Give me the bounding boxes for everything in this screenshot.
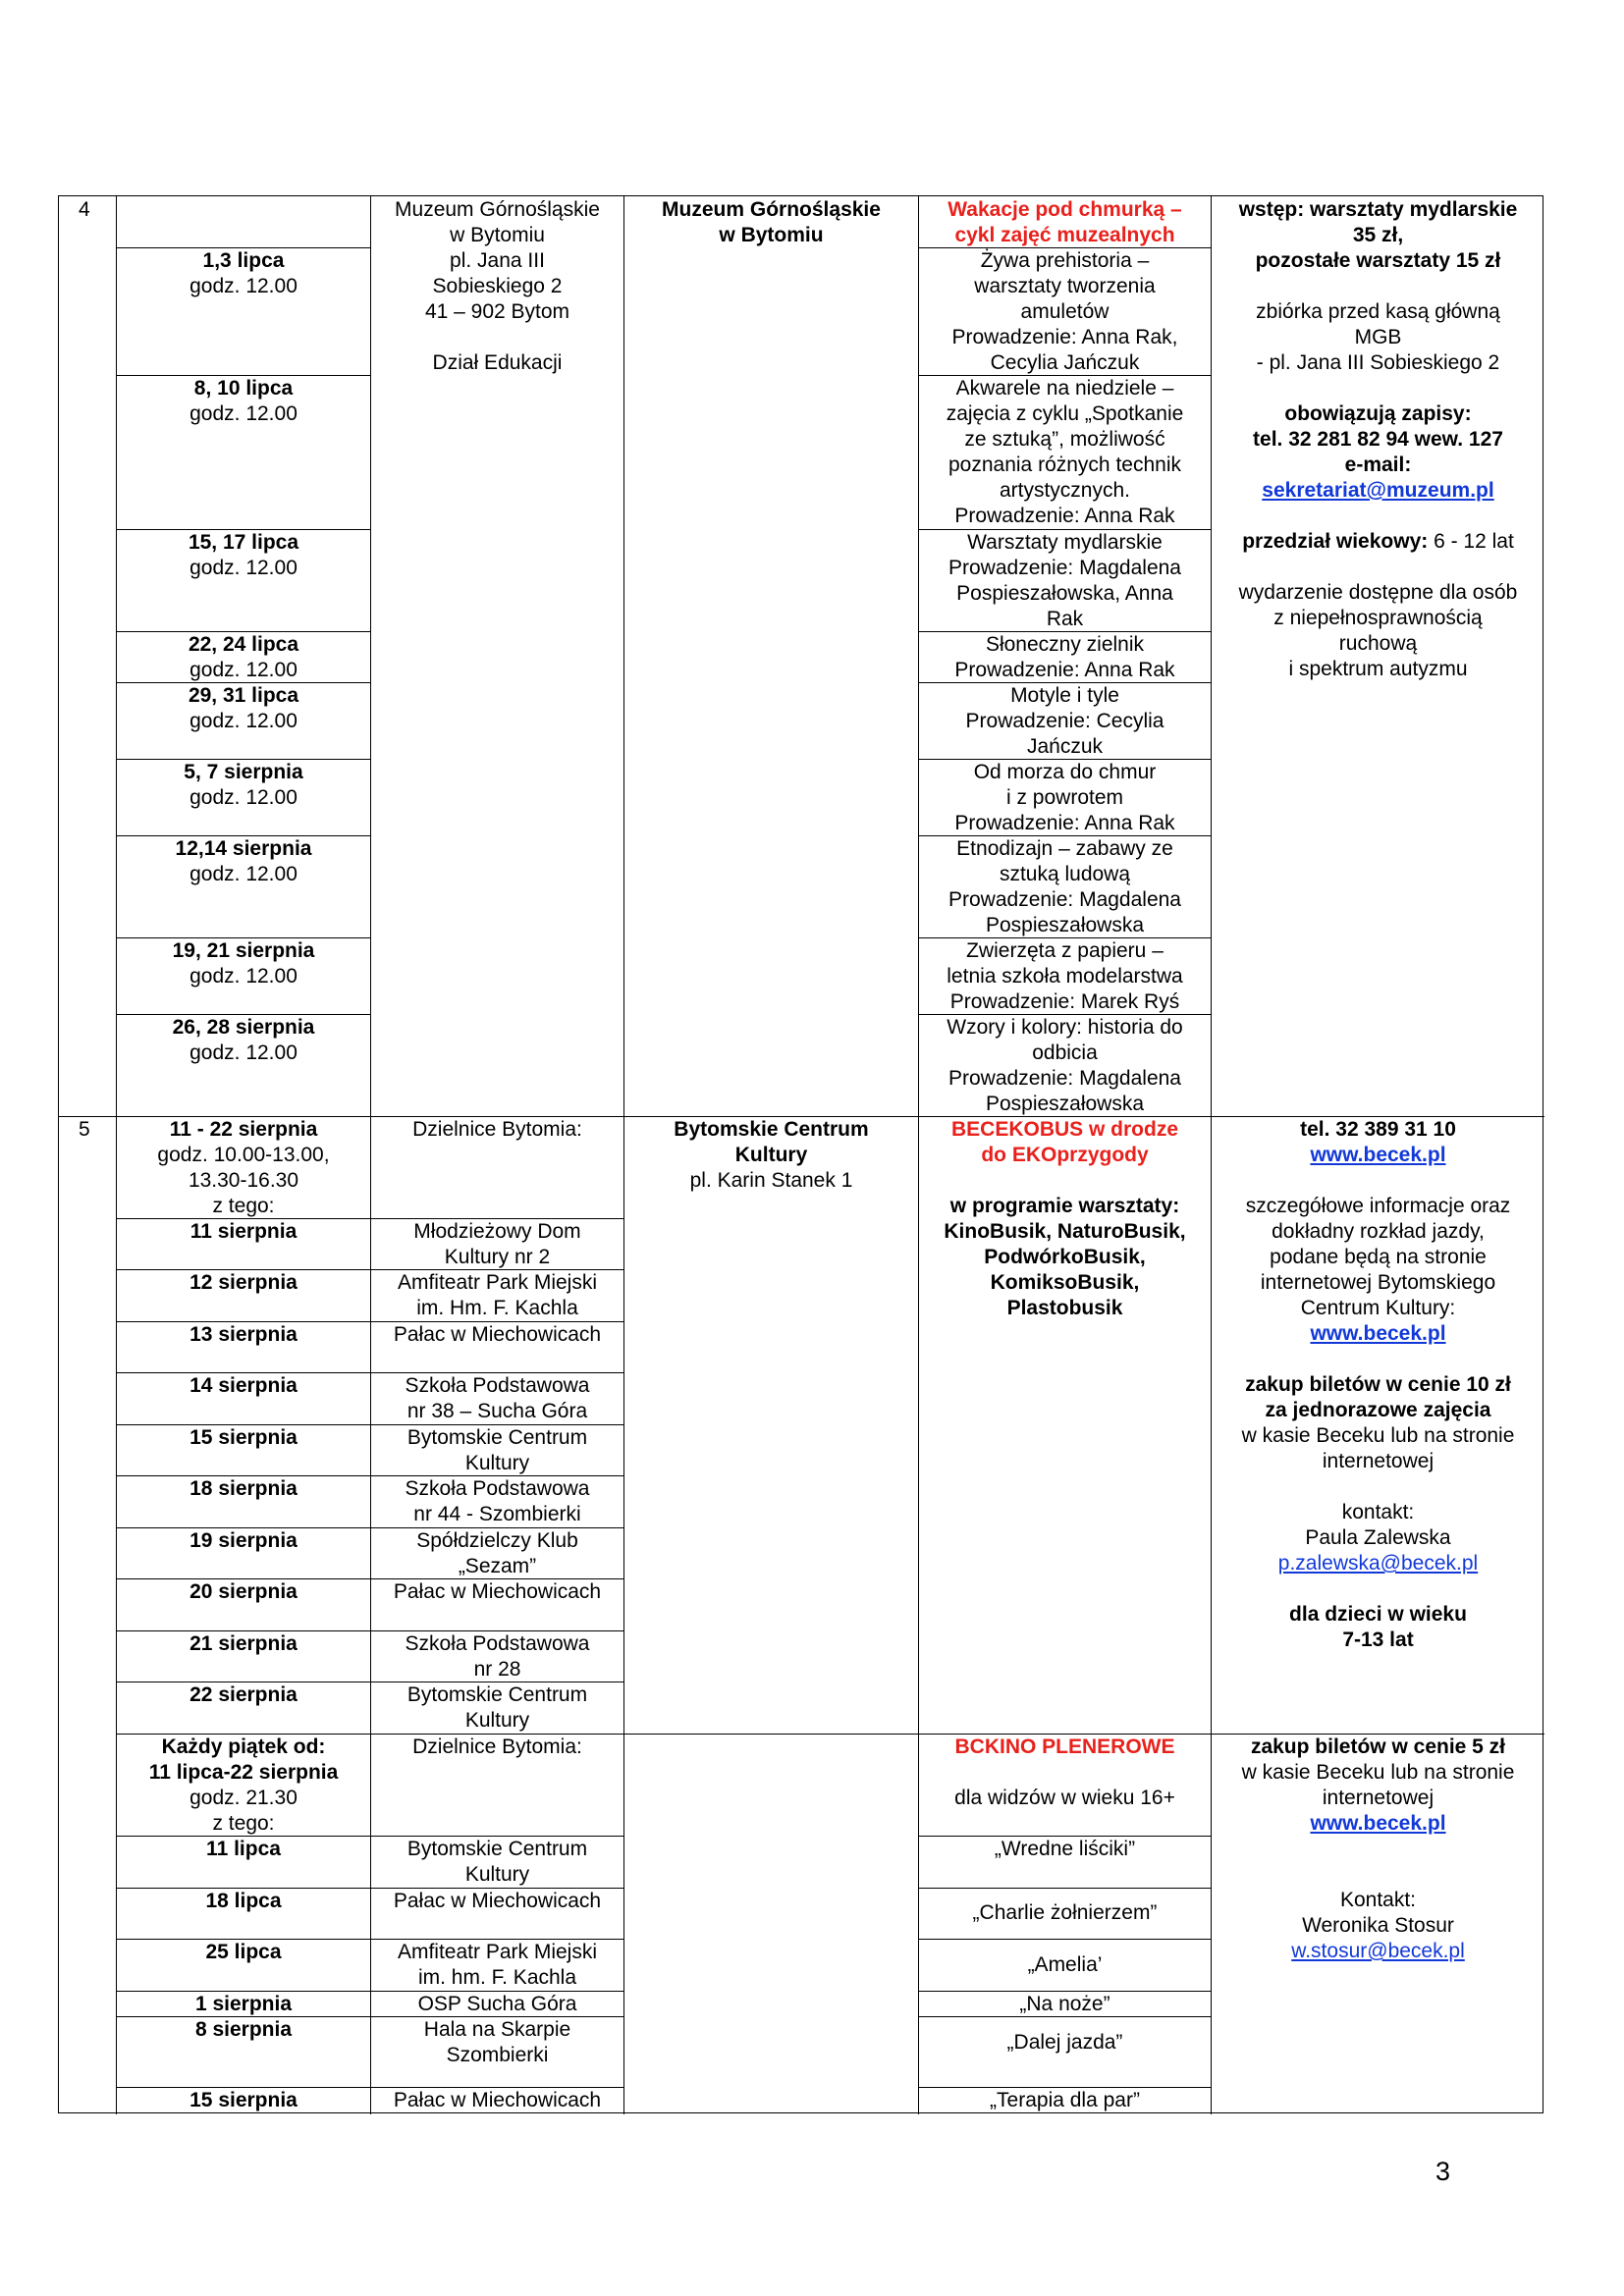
email-link[interactable]: w.stosur@becek.pl xyxy=(1291,1940,1465,1962)
date-cell: 21 sierpnia xyxy=(189,1632,298,1655)
workshop-description: Etnodizajn – zabawy ze sztuką ludową Prowadzenie: Magdalena Pospieszałowska xyxy=(948,837,1181,936)
place-cell: Pałac w Miechowicach xyxy=(393,1323,602,1346)
website-link[interactable]: www.becek.pl xyxy=(1310,1144,1446,1166)
website-link[interactable]: www.becek.pl xyxy=(1310,1322,1446,1345)
organizer: Muzeum Górnośląskie w Bytomiu xyxy=(662,198,881,246)
date-cell: 25 lipca xyxy=(205,1941,282,1963)
place-cell: Bytomskie Centrum Kultury xyxy=(406,1426,588,1474)
date-cell: 20 sierpnia xyxy=(189,1580,298,1603)
date-cell: 18 sierpnia xyxy=(189,1477,298,1500)
place-cell: Dzielnice Bytomia: xyxy=(412,1735,582,1758)
date-cell: 14 sierpnia xyxy=(189,1374,298,1397)
workshop-description: Motyle i tyle Prowadzenie: Cecylia Jańczuk xyxy=(965,684,1164,758)
workshop-description: Warsztaty mydlarskie Prowadzenie: Magdalena Pospieszałowska, Anna Rak xyxy=(948,531,1181,630)
workshop-description: Żywa prehistoria – warsztaty tworzenia amuletów Prowadzenie: Anna Rak, Cecylia Jańczuk xyxy=(951,249,1178,374)
date-cell: 15 sierpnia xyxy=(189,2089,298,2111)
place-cell: Amfiteatr Park Miejski im. hm. F. Kachla xyxy=(397,1941,598,1989)
event-title: BECEKOBUS w drodze do EKOprzygody w programie warsztaty: KinoBusik, NaturoBusik, PodwórkoBusik, KomiksoBusik, Plastobusik xyxy=(944,1118,1186,1319)
date-cell: 8 sierpnia xyxy=(194,2018,293,2041)
email-link[interactable]: sekretariat@muzeum.pl xyxy=(1262,479,1494,502)
place-cell: Młodzieżowy Dom Kultury nr 2 xyxy=(413,1220,581,1268)
film-title: „Amelia’ xyxy=(1027,1953,1103,1976)
date-cell: 13 sierpnia xyxy=(189,1323,298,1346)
date-cell: 8, 10 lipca godz. 12.00 xyxy=(189,377,298,425)
place-cell: Szkoła Podstawowa nr 44 - Szombierki xyxy=(405,1477,590,1525)
date-cell: 11 sierpnia xyxy=(189,1220,298,1243)
place-cell: Bytomskie Centrum Kultury xyxy=(406,1838,588,1886)
film-title: „Terapia dla par” xyxy=(990,2089,1140,2111)
venue-address: Muzeum Górnośląskie w Bytomiu pl. Jana III Sobieskiego 2 41 – 902 Bytom Dział Edukacji xyxy=(395,198,600,374)
workshop-description: Od morza do chmur i z powrotem Prowadzenie: Anna Rak xyxy=(954,761,1175,834)
cinema-info: zakup biletów w cenie 5 zł w kasie Beceku lub na stronie internetowej www.becek.pl Kontakt: Weronika Stosur w.stosur@becek.pl xyxy=(1241,1735,1515,1962)
website-link[interactable]: www.becek.pl xyxy=(1310,1812,1446,1835)
workshop-description: Zwierzęta z papieru – letnia szkoła modelarstwa Prowadzenie: Marek Ryś xyxy=(947,939,1183,1013)
workshop-description: Wzory i kolory: historia do odbicia Prowadzenie: Magdalena Pospieszałowska xyxy=(947,1016,1183,1115)
organizer: Bytomskie Centrum Kultury pl. Karin Stanek 1 xyxy=(674,1118,869,1192)
events-table xyxy=(58,195,1543,2113)
film-title: „Dalej jazda” xyxy=(1006,2031,1123,2054)
date-cell: 26, 28 sierpnia godz. 12.00 xyxy=(172,1016,315,1064)
date-cell: 19 sierpnia xyxy=(189,1529,298,1552)
page-number: 3 xyxy=(1435,2157,1451,2186)
row-number: 5 xyxy=(79,1118,90,1141)
place-cell: Amfiteatr Park Miejski im. Hm. F. Kachla xyxy=(397,1271,598,1319)
film-title: „Wredne liściki” xyxy=(994,1838,1136,1860)
event-info: wstęp: warsztaty mydlarskie 35 zł, pozostałe warsztaty 15 zł zbiórka przed kasą główną MGB - pl. Jana III Sobieskiego 2 obowiązują zapisy: tel. 32 281 82 94 wew. 127 e-mail: sekretariat@muzeum.pl przedział wiekowy: 6 - 12 lat wydarzenie dostępne dla osób z niepełnosprawnością ruchową i spektrum autyzmu xyxy=(1238,198,1518,680)
place-cell: Pałac w Miechowicach xyxy=(393,1580,602,1603)
row-number: 4 xyxy=(79,198,90,221)
date-cell: 12,14 sierpnia godz. 12.00 xyxy=(175,837,312,885)
place-cell: OSP Sucha Góra xyxy=(417,1993,577,2015)
film-title: „Na noże” xyxy=(1019,1993,1110,2015)
date-cell: 22, 24 lipca godz. 12.00 xyxy=(188,633,299,681)
place-cell: Szkoła Podstawowa nr 38 – Sucha Góra xyxy=(405,1374,590,1422)
date-cell: 22 sierpnia xyxy=(189,1683,298,1706)
place-cell: Hala na Skarpie Szombierki xyxy=(423,2018,571,2066)
date-cell: 15, 17 lipca godz. 12.00 xyxy=(188,531,299,579)
date-cell: 18 lipca xyxy=(205,1890,282,1912)
date-cell: 15 sierpnia xyxy=(189,1426,298,1449)
date-cell: 12 sierpnia xyxy=(189,1271,298,1294)
date-cell: 5, 7 sierpnia godz. 12.00 xyxy=(184,761,303,809)
date-cell: 11 lipca xyxy=(206,1838,281,1860)
place-cell: Bytomskie Centrum Kultury xyxy=(406,1683,588,1732)
event-title: Wakacje pod chmurką – cykl zajęć muzealnych xyxy=(947,198,1182,246)
date-cell: Każdy piątek od: 11 lipca-22 sierpnia godz. 21.30 z tego: xyxy=(148,1735,339,1835)
email-link[interactable]: p.zalewska@becek.pl xyxy=(1277,1552,1479,1575)
place-cell: Pałac w Miechowicach xyxy=(393,2089,602,2111)
place-cell: Szkoła Podstawowa nr 28 xyxy=(405,1632,590,1681)
place-cell: Spółdzielczy Klub „Sezam” xyxy=(416,1529,578,1577)
workshop-description: Akwarele na niedziele – zajęcia z cyklu „Spotkanie ze sztuką”, możliwość poznania różnych technik artystycznych. Prowadzenie: Anna Rak xyxy=(946,377,1184,527)
event-info: tel. 32 389 31 10 www.becek.pl szczegółowe informacje oraz dokładny rozkład jazdy, podane będą na stronie internetowej Bytomskiego Centrum Kultury: www.becek.pl zakup biletów w cenie 10 zł za jednorazowe zajęcia w kasie Beceku lub na stronie internetowej kontakt: Paula Zalewska p.zalewska@becek.pl dla dzieci w wieku 7-13 lat xyxy=(1241,1118,1515,1651)
date-cell: 11 - 22 sierpnia godz. 10.00-13.00, 13.30-16.30 z tego: xyxy=(157,1118,330,1217)
date-cell: 1 sierpnia xyxy=(194,1993,293,2015)
cinema-title: BCKINO PLENEROWE dla widzów w wieku 16+ xyxy=(954,1735,1175,1809)
date-cell: 29, 31 lipca godz. 12.00 xyxy=(188,684,299,732)
date-cell: 1,3 lipca godz. 12.00 xyxy=(189,249,298,297)
place-cell: Pałac w Miechowicach xyxy=(393,1890,602,1912)
place-cell: Dzielnice Bytomia: xyxy=(412,1118,582,1141)
date-cell: 19, 21 sierpnia godz. 12.00 xyxy=(172,939,315,988)
film-title: „Charlie żołnierzem” xyxy=(972,1901,1158,1924)
workshop-description: Słoneczny zielnik Prowadzenie: Anna Rak xyxy=(954,633,1175,681)
